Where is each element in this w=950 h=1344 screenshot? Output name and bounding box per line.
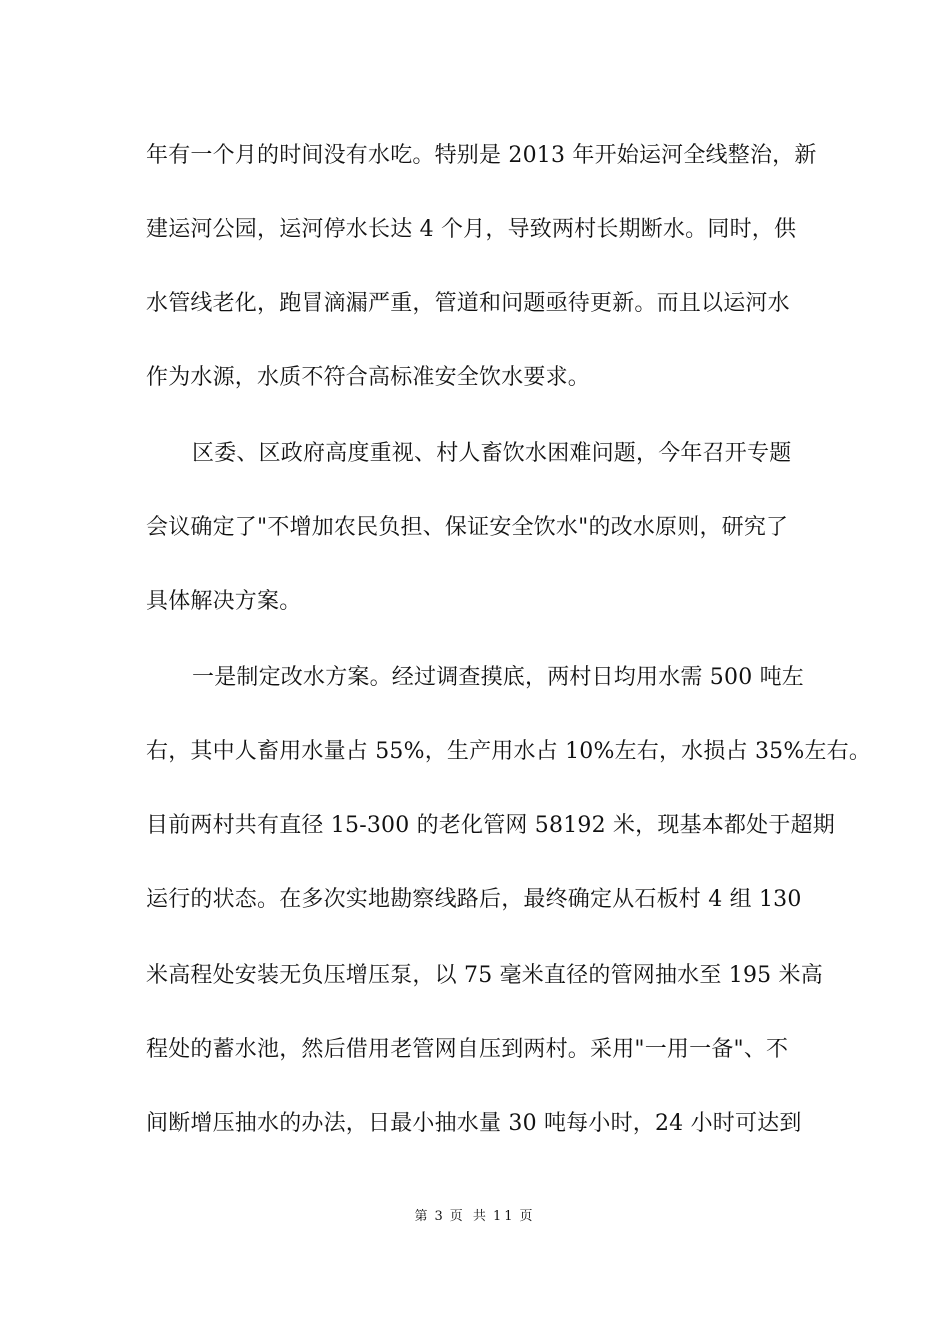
text-line: 具体解决方案。 (146, 589, 302, 614)
text-line: 建运河公园，运河停水长达 4 个月，导致两村长期断水。同时，供 (146, 217, 797, 242)
text-line: 运行的状态。在多次实地勘察线路后，最终确定从石板村 4 组 130 (146, 887, 802, 912)
text-line: 会议确定了"不增加农民负担、保证安全饮水"的改水原则，研究了 (146, 515, 789, 540)
text-line: 右，其中人畜用水量占 55%，生产用水占 10%左右，水损占 35%左右。 (146, 739, 872, 764)
total-pages-number: 11 (492, 1209, 516, 1224)
text-line: 作为水源，水质不符合高标准安全饮水要求。 (146, 365, 591, 390)
footer-prefix: 第 (414, 1209, 431, 1224)
text-line: 区委、区政府高度重视、村人畜饮水困难问题，今年召开专题 (192, 441, 792, 466)
text-line: 目前两村共有直径 15-300 的老化管网 58192 米，现基本都处于超期 (146, 813, 835, 838)
text-line: 年有一个月的时间没有水吃。特别是 2013 年开始运河全线整治，新 (146, 143, 817, 168)
text-line: 水管线老化，跑冒滴漏严重，管道和问题亟待更新。而且以运河水 (146, 291, 790, 316)
current-page-number: 3 (434, 1209, 446, 1224)
page-footer (0, 1208, 950, 1226)
text-line: 程处的蓄水池，然后借用老管网自压到两村。采用"一用一备"、不 (146, 1037, 789, 1062)
text-line: 间断增压抽水的办法，日最小抽水量 30 吨每小时，24 小时可达到 (146, 1111, 802, 1136)
footer-suffix: 页 (519, 1209, 536, 1224)
footer-mid: 页 共 (449, 1209, 489, 1224)
text-line: 一是制定改水方案。经过调查摸底，两村日均用水需 500 吨左 (192, 665, 804, 690)
text-line: 米高程处安装无负压增压泵，以 75 毫米直径的管网抽水至 195 米高 (146, 963, 823, 988)
